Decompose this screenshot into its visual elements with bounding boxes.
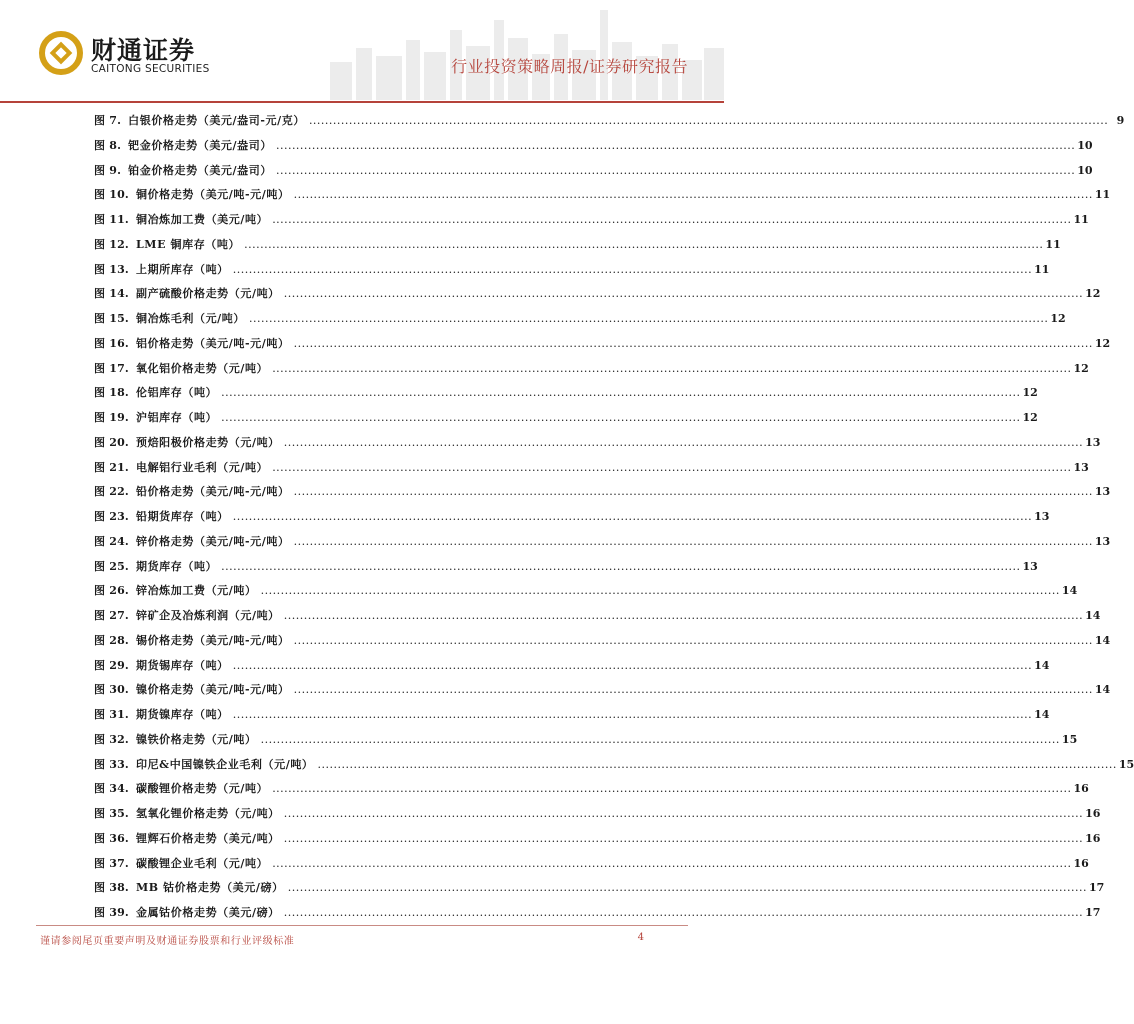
brand-name-chinese: 财通证券 xyxy=(91,36,196,65)
figure-page-number: 15 xyxy=(1061,732,1078,746)
figure-page-number: 14 xyxy=(1085,609,1101,622)
figure-title: 伦铝库存（吨） xyxy=(135,386,218,400)
figure-page-number: 12 xyxy=(1094,336,1111,350)
toc-entry[interactable] xyxy=(94,831,1101,857)
figure-number: 图 35. xyxy=(94,807,129,820)
toc-entry[interactable] xyxy=(94,188,1111,213)
toc-entry[interactable] xyxy=(94,534,1111,560)
header-divider xyxy=(0,101,724,103)
dot-leader: ........................................................................................................................................................................................................ xyxy=(272,856,1072,870)
figure-title: 钯金价格走势（美元/盎司） xyxy=(128,138,272,152)
figure-number: 图 30. xyxy=(94,683,129,697)
figure-page-number: 16 xyxy=(1085,831,1101,845)
figure-page-number: 10 xyxy=(1077,138,1093,152)
figure-number: 图 15. xyxy=(94,312,129,325)
figure-number: 图 21. xyxy=(94,460,129,474)
figure-title: 上期所库存（吨） xyxy=(135,262,229,276)
figure-title: LME 铜库存（吨） xyxy=(135,237,241,251)
figure-number: 图 26. xyxy=(94,584,129,598)
figure-title: 镍价格走势（美元/吨-元/吨） xyxy=(135,683,290,697)
figure-title: 期货库存（吨） xyxy=(135,559,218,573)
dot-leader: ........................................................................................................................................................................................................ xyxy=(293,336,1093,350)
toc-entry[interactable] xyxy=(94,732,1078,758)
figure-number: 图 18. xyxy=(94,386,129,400)
dot-leader: ........................................................................................................................................................................................................ xyxy=(293,683,1093,697)
toc-entry[interactable] xyxy=(94,708,1050,733)
dot-leader: ........................................................................................................................................................................................................ xyxy=(221,559,1021,573)
figure-page-number: 13 xyxy=(1085,435,1101,449)
dot-leader: ........................................................................................................................................................................................................ xyxy=(287,881,1088,895)
figure-title: 金属钴价格走势（美元/磅） xyxy=(135,906,280,919)
toc-entry[interactable] xyxy=(94,807,1101,832)
figure-number: 图 28. xyxy=(94,633,129,647)
figure-number: 图 24. xyxy=(94,534,129,548)
toc-entry[interactable] xyxy=(94,237,1061,263)
figure-title: 印尼&中国镍铁企业毛利（元/吨） xyxy=(135,757,314,771)
figure-number: 图 19. xyxy=(94,411,129,424)
dot-leader: ........................................................................................................................................................................................................ xyxy=(275,138,1076,152)
caitong-logo-icon xyxy=(40,32,82,74)
dot-leader: ........................................................................................................................................................................................................ xyxy=(283,807,1084,820)
dot-leader: ........................................................................................................................................................................................................ xyxy=(275,163,1076,177)
toc-entry[interactable] xyxy=(94,584,1078,609)
figure-title: 铅期货库存（吨） xyxy=(135,510,229,523)
dot-leader: ........................................................................................................................................................................................................ xyxy=(260,584,1060,598)
figure-number: 图 29. xyxy=(94,658,129,672)
dot-leader: ........................................................................................................................................................................................................ xyxy=(232,658,1033,672)
dot-leader: ........................................................................................................................................................................................................ xyxy=(283,906,1084,919)
dot-leader: ........................................................................................................................................................................................................ xyxy=(221,386,1021,400)
dot-leader: ........................................................................................................................................................................................................ xyxy=(249,312,1049,325)
dot-leader: ........................................................................................................................................................................................................ xyxy=(293,485,1093,499)
figure-title: 镍铁价格走势（元/吨） xyxy=(135,732,257,746)
figure-page-number: 13 xyxy=(1034,510,1050,523)
dot-leader: ........................................................................................................................................................................................................ xyxy=(283,287,1084,301)
dot-leader: ........................................................................................................................................................................................................ xyxy=(317,757,1117,771)
toc-entry[interactable] xyxy=(94,683,1111,708)
figure-number: 图 38. xyxy=(94,881,129,895)
dot-leader: ........................................................................................................................................................................................................ xyxy=(232,510,1033,523)
figure-title: 白银价格走势（美元/盎司-元/克） xyxy=(128,114,305,127)
toc-entry[interactable] xyxy=(94,856,1089,882)
figure-number: 图 27. xyxy=(94,609,129,622)
figure-number: 图 25. xyxy=(94,559,129,573)
figure-page-number: 14 xyxy=(1034,658,1050,672)
figure-title: 铝价格走势（美元/吨-元/吨） xyxy=(135,336,290,350)
dot-leader: ........................................................................................................................................................................................................ xyxy=(293,188,1093,202)
toc-entry[interactable] xyxy=(94,510,1050,535)
dot-leader: ........................................................................................................................................................................................................ xyxy=(260,732,1060,746)
figure-number: 图 31. xyxy=(94,708,129,721)
figure-page-number: 13 xyxy=(1094,485,1111,499)
toc-entry[interactable] xyxy=(94,411,1038,436)
toc-entry[interactable] xyxy=(94,633,1111,659)
figure-title: 预焙阳极价格走势（元/吨） xyxy=(135,435,280,449)
figure-page-number: 13 xyxy=(1022,559,1038,573)
figure-title: 铜价格走势（美元/吨-元/吨） xyxy=(135,188,290,202)
figure-page-number: 14 xyxy=(1094,683,1111,697)
figure-title: 期货锡库存（吨） xyxy=(135,658,229,672)
figure-number: 图 34. xyxy=(94,782,129,796)
toc-entry[interactable] xyxy=(94,881,1105,906)
figure-number: 图 17. xyxy=(94,361,129,375)
toc-entry[interactable] xyxy=(94,559,1038,585)
toc-entry[interactable] xyxy=(94,336,1111,362)
toc-entry[interactable] xyxy=(94,361,1089,387)
figure-number: 图 8. xyxy=(94,138,122,152)
figure-number: 图 9. xyxy=(94,163,122,177)
figure-page-number: 15 xyxy=(1118,757,1134,771)
figure-page-number: 11 xyxy=(1094,188,1111,202)
figure-page-number: 9 xyxy=(1116,114,1125,127)
page-header xyxy=(0,0,724,104)
dot-leader: ........................................................................................................................................................................................................ xyxy=(283,609,1084,622)
figure-page-number: 12 xyxy=(1022,411,1038,424)
figure-index-list xyxy=(94,114,1134,931)
dot-leader: ........................................................................................................................................................................................................ xyxy=(221,411,1021,424)
footer-disclaimer: 谨请参阅尾页重要声明及财通证券股票和行业评级标准 xyxy=(40,936,295,947)
dot-leader: ........................................................................................................................................................................................................ xyxy=(272,460,1072,474)
figure-number: 图 33. xyxy=(94,757,129,771)
footer-divider xyxy=(36,925,688,926)
figure-title: 锌冶炼加工费（元/吨） xyxy=(135,584,257,598)
toc-entry[interactable] xyxy=(94,262,1050,288)
figure-title: 氧化铝价格走势（元/吨） xyxy=(135,361,269,375)
dot-leader: ........................................................................................................................................................................................................ xyxy=(232,262,1033,276)
toc-entry[interactable] xyxy=(94,658,1050,684)
figure-page-number: 13 xyxy=(1073,460,1089,474)
figure-title: MB 钴价格走势（美元/磅） xyxy=(135,881,284,895)
figure-page-number: 12 xyxy=(1073,361,1089,375)
figure-title: 碳酸锂价格走势（元/吨） xyxy=(135,782,269,796)
toc-entry[interactable] xyxy=(94,782,1089,807)
figure-title: 氢氧化锂价格走势（元/吨） xyxy=(135,807,280,820)
figure-number: 图 20. xyxy=(94,435,129,449)
figure-number: 图 32. xyxy=(94,732,129,746)
toc-entry[interactable] xyxy=(94,386,1038,411)
figure-number: 图 13. xyxy=(94,262,129,276)
figure-title: 碳酸锂企业毛利（元/吨） xyxy=(135,856,269,870)
figure-page-number: 14 xyxy=(1034,708,1050,721)
figure-page-number: 11 xyxy=(1034,262,1050,276)
figure-page-number: 16 xyxy=(1073,782,1089,796)
figure-number: 图 16. xyxy=(94,336,129,350)
page-number: 4 xyxy=(637,932,644,943)
figure-page-number: 14 xyxy=(1094,633,1111,647)
dot-leader: ........................................................................................................................................................................................................ xyxy=(283,831,1084,845)
toc-entry[interactable] xyxy=(94,435,1101,461)
figure-number: 图 7. xyxy=(94,114,122,127)
figure-number: 图 14. xyxy=(94,287,129,301)
dot-leader: ........................................................................................................................................................................................................ xyxy=(272,213,1072,226)
dot-leader: ........................................................................................................................................................................................................ xyxy=(272,361,1072,375)
figure-page-number: 13 xyxy=(1094,534,1111,548)
toc-entry[interactable] xyxy=(94,609,1101,634)
figure-number: 图 36. xyxy=(94,831,129,845)
toc-entry[interactable] xyxy=(94,460,1089,486)
figure-page-number: 10 xyxy=(1077,163,1093,177)
figure-number: 图 22. xyxy=(94,485,129,499)
figure-page-number: 11 xyxy=(1073,213,1089,226)
figure-page-number: 12 xyxy=(1050,312,1066,325)
toc-entry[interactable] xyxy=(94,287,1101,312)
figure-number: 图 23. xyxy=(94,510,129,523)
figure-title: 锌价格走势（美元/吨-元/吨） xyxy=(135,534,290,548)
dot-leader: ........................................................................................................................................................................................................ xyxy=(272,782,1072,796)
toc-entry[interactable] xyxy=(94,163,1093,189)
figure-page-number: 17 xyxy=(1089,881,1105,895)
figure-title: 电解铝行业毛利（元/吨） xyxy=(135,460,269,474)
figure-page-number: 11 xyxy=(1045,237,1061,251)
figure-number: 图 11. xyxy=(94,213,129,226)
toc-entry[interactable] xyxy=(94,138,1093,164)
figure-number: 图 37. xyxy=(94,856,129,870)
toc-entry[interactable] xyxy=(94,213,1089,238)
figure-title: 锌矿企及冶炼利润（元/吨） xyxy=(135,609,280,622)
figure-title: 铜冶炼毛利（元/吨） xyxy=(135,312,245,325)
figure-title: 期货镍库存（吨） xyxy=(135,708,229,721)
dot-leader: ........................................................................................................................................................................................................ xyxy=(232,708,1033,721)
dot-leader: ........................................................................................................................................................................................................ xyxy=(293,534,1093,548)
figure-page-number: 16 xyxy=(1085,807,1101,820)
figure-title: 铜冶炼加工费（美元/吨） xyxy=(135,213,269,226)
figure-title: 铅价格走势（美元/吨-元/吨） xyxy=(135,485,290,499)
figure-title: 锂辉石价格走势（美元/吨） xyxy=(135,831,280,845)
figure-page-number: 12 xyxy=(1085,287,1101,301)
dot-leader: ........................................................................................................................................................................................................ xyxy=(244,237,1044,251)
toc-entry[interactable] xyxy=(94,485,1111,510)
toc-entry[interactable] xyxy=(94,114,1125,139)
figure-number: 图 10. xyxy=(94,188,129,202)
figure-title: 铂金价格走势（美元/盎司） xyxy=(128,163,272,177)
figure-page-number: 12 xyxy=(1022,386,1038,400)
figure-number: 图 39. xyxy=(94,906,129,919)
figure-number: 图 12. xyxy=(94,237,129,251)
toc-entry[interactable] xyxy=(94,757,1134,783)
figure-title: 沪铝库存（吨） xyxy=(135,411,218,424)
figure-title: 锡价格走势（美元/吨-元/吨） xyxy=(135,633,290,647)
dot-leader: ........................................................................................................................................................................................................ xyxy=(293,633,1093,647)
brand-name-english: CAITONG SECURITIES xyxy=(91,63,210,75)
toc-entry[interactable] xyxy=(94,312,1066,337)
figure-page-number: 16 xyxy=(1073,856,1089,870)
dot-leader: ........................................................................................................................................................................................................ xyxy=(283,435,1084,449)
dot-leader: ........................................................................................................................................................................................................ xyxy=(308,114,1109,127)
figure-page-number: 14 xyxy=(1061,584,1078,598)
toc-entry[interactable] xyxy=(94,906,1101,931)
report-type-title: 行业投资策略周报/证券研究报告 xyxy=(451,57,688,76)
figure-page-number: 17 xyxy=(1085,906,1101,919)
figure-title: 副产硫酸价格走势（元/吨） xyxy=(135,287,280,301)
